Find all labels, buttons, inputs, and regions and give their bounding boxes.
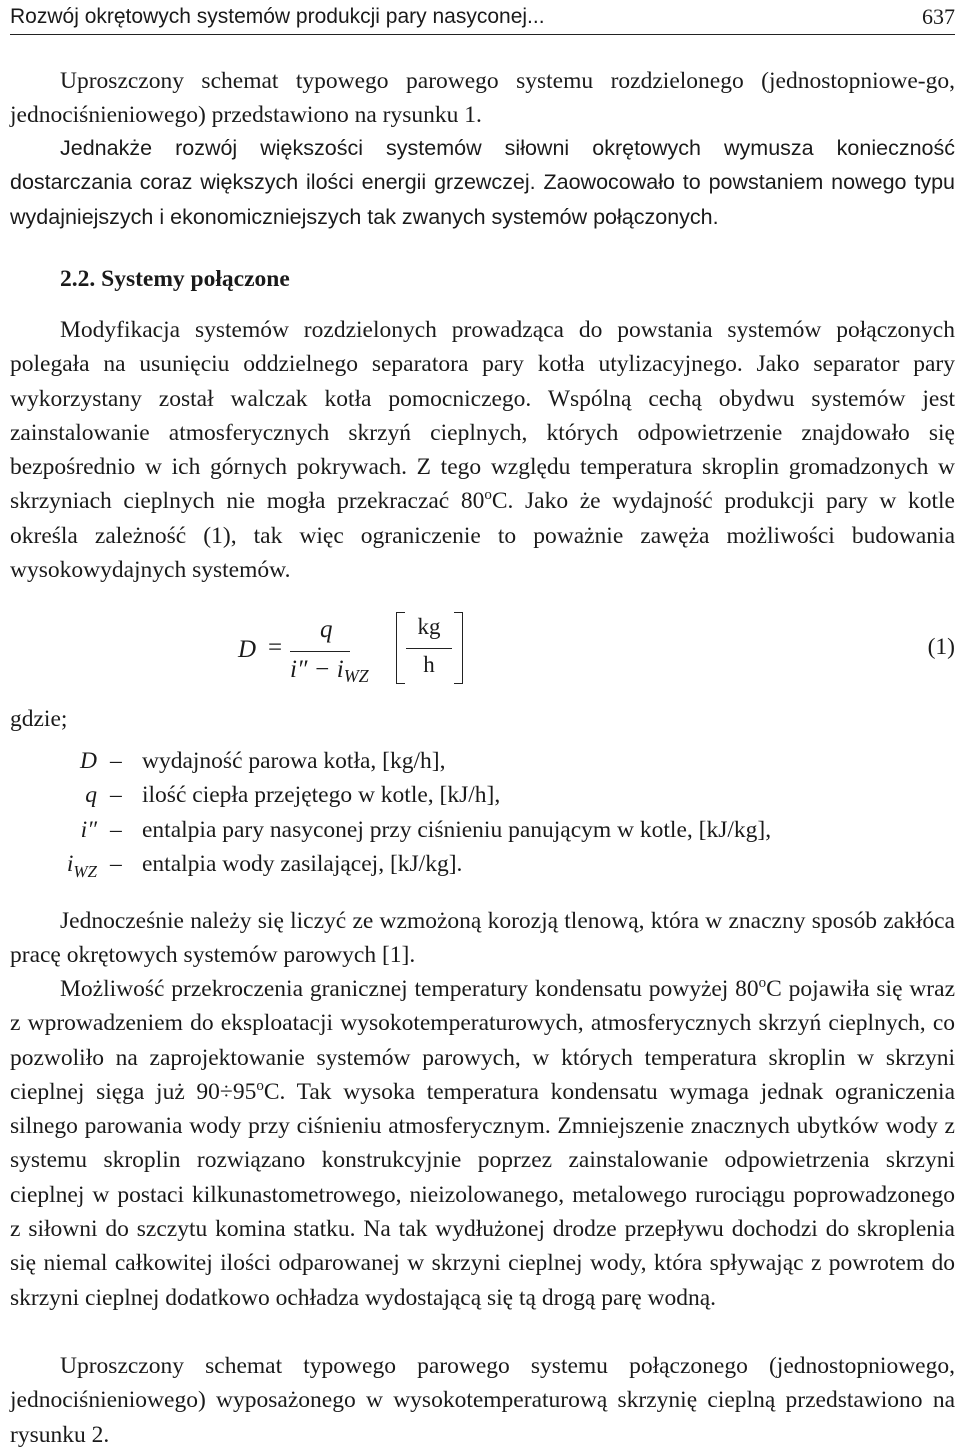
unit-bracket-left — [396, 612, 405, 684]
formula-lhs: D — [238, 636, 257, 663]
paragraph-4: Jednocześnie należy się liczyć ze wzmożoną korozją tlenową, która w znaczny sposób zakłóca pracę okrętowych systemów parowych [1]. — [10, 908, 955, 969]
paragraph-6: Uproszczony schemat typowego parowego systemu połączonego (jednostopniowego, jednociśnieniowego) wyposażonego w wysokotemperaturową skrzynię cieplną przedstawiono na rysunku 2. — [10, 1353, 955, 1448]
definition-dash: – — [110, 850, 122, 877]
definition-symbol-subscript: WZ — [73, 861, 97, 881]
definition-text: ilość ciepła przejętego w kotle, [kJ/h], — [142, 782, 501, 809]
paragraph-5: Możliwość przekroczenia granicznej temperatury kondensatu powyżej 80$^o$C pojawiła się wraz z wprowadzeniem do eksploatacji wysokotemperaturowych, atmosferycznych skrzyń cieplnych, co pozwoliło na zaprojektowanie systemów parowych, w których temperatura skroplin w skrzyni cieplnej sięga już $90\div 95^oC$. Tak wysoka temperatura kondensatu wymaga jednak ograniczenia silnego parowania wody przy ciśnieniu atmosferycznym. Zmniejszenie znacznych ubytków wody z systemu skroplin rozwiązano konstrukcyjnie poprzez zainstalowanie odpowietrzenia skrzyni cieplnej w postaci kilkunastometrowego, nieizolowanego, metalowego rurociągu poprowadzonego z siłowni do szczytu komina statku. Na tak wydłużonej drodze przepływu dochodzi do skroplenia się niemal całkowitej ilości odparowanej w skrzyni cieplnej wody, która spływając z powrotem do skrzyni cieplnej dodatkowo ochładza wydostającą się tą drogą parę wodną. — [10, 975, 955, 1311]
definition-text: entalpia wody zasilającej, [kJ/kg]. — [142, 850, 463, 877]
formula-tag: (1) — [927, 634, 955, 660]
definition-symbol: D — [80, 748, 97, 774]
paragraph-2: Jednakże rozwój większości systemów siłowni okrętowych wymusza konieczność dostarczania coraz większych ilości energii grzewczej. Zaowocowało to powstaniem nowego typu wydajniejszych i ekonomiczniejszych tak zwanych systemów połączonych. — [10, 136, 955, 229]
formula-1 — [238, 612, 955, 692]
unit-bracket-right — [454, 612, 463, 684]
definition-dash: – — [110, 748, 122, 774]
where-label: gdzie; — [10, 706, 68, 732]
definition-dash: – — [110, 816, 122, 843]
paragraph-3: Modyfikacja systemów rozdzielonych prowadząca do powstania systemów połączonych polegała na usunięciu oddzielnego separatora pary kotła utylizacyjnego. Jako separator pary wykorzystany został walczak kotła pomocniczego. Wspólną cechą obydwu systemów jest zainstalowanie atmosferycznych skrzyń cieplnych, których odpowietrzenie znajdowało się bezpośrednio w ich górnych pokrywach. Z tego względu temperatura skroplin gromadzonych w skrzyniach cieplnych nie mogła przekraczać 80$^o$C. Jako że wydajność produkcji pary w kotle określa zależność (1), tak więc ograniczenie to poważnie zawęża możliwości budowania wysokowydajnych systemów. — [10, 317, 955, 584]
definition-text: entalpia pary nasyconej przy ciśnieniu panującym w kotle, [kJ/kg], — [142, 816, 772, 843]
definition-row — [10, 813, 955, 847]
definition-symbol: q — [85, 782, 97, 809]
section-heading: 2.2. Systemy połączone — [60, 266, 290, 292]
running-head-title: Rozwój okrętowych systemów produkcji pary nasyconej... — [10, 5, 545, 28]
definitions-list — [10, 744, 955, 881]
definition-symbol: i″ — [80, 816, 97, 843]
formula-numerator: q — [320, 616, 333, 643]
formula-denominator-subscript: WZ — [343, 666, 369, 686]
formula-denominator-main: i″ − i — [290, 656, 344, 683]
unit-denominator: h — [423, 652, 435, 677]
definition-row — [10, 847, 955, 881]
definition-text: wydajność parowa kotła, [kg/h], — [142, 748, 446, 774]
formula-equals: = — [268, 634, 283, 661]
paragraph-1: Uproszczony schemat typowego parowego systemu rozdzielonego (jednostopniowe-go, jednociśnieniowego) przedstawiono na rysunku 1. — [10, 68, 955, 129]
page-number: 637 — [922, 4, 955, 29]
running-head — [10, 2, 955, 35]
definition-row — [10, 744, 955, 778]
definition-symbol: $i_{WZ}$ — [66, 850, 97, 881]
definition-dash: – — [110, 782, 122, 809]
definition-row — [10, 778, 955, 812]
unit-fraction-bar — [406, 648, 452, 649]
unit-numerator: kg — [417, 614, 441, 639]
formula-fraction-bar — [290, 651, 350, 652]
formula-denominator — [290, 656, 369, 687]
